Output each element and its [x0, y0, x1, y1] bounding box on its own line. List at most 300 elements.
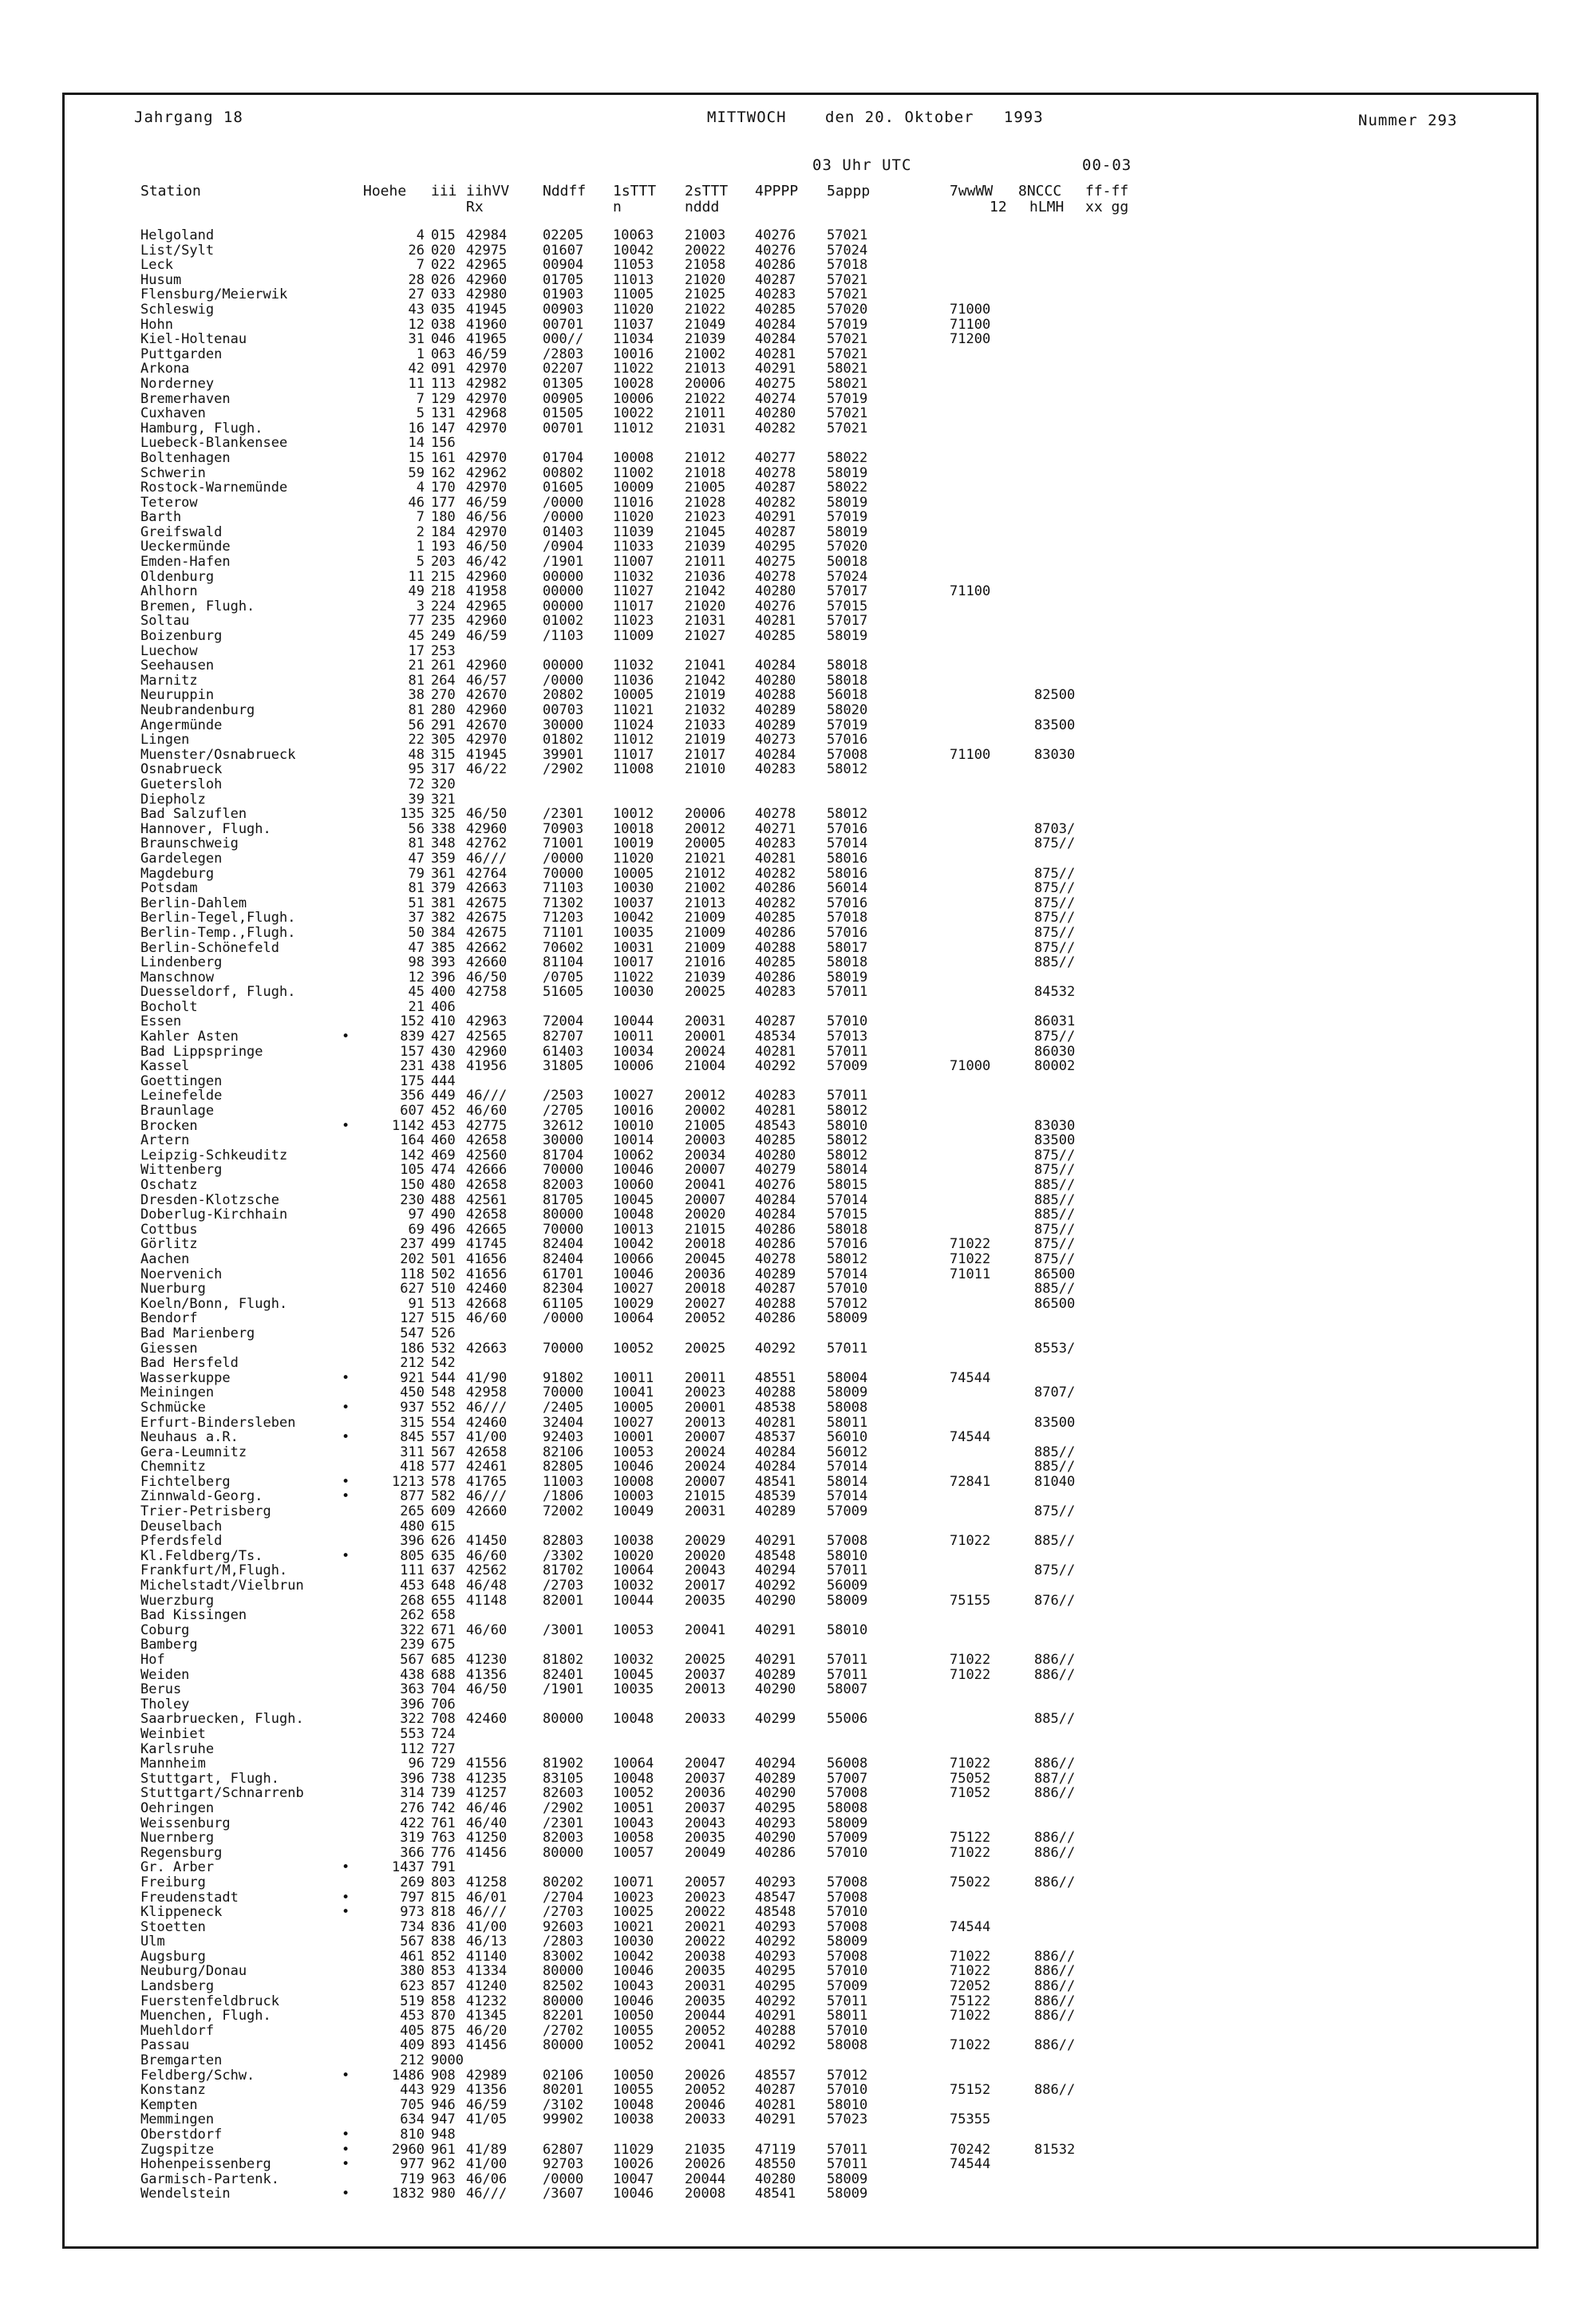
group-4pppp: 48548 — [755, 1904, 796, 1921]
group-7wwww: 71000 — [950, 1058, 991, 1075]
group-iihvv: 46/// — [466, 850, 508, 867]
station-index: 321 — [431, 791, 456, 808]
group-2sttt: 21042 — [685, 583, 726, 600]
group-iihvv: 41765 — [466, 1473, 508, 1490]
group-nddff: 39901 — [543, 746, 584, 763]
group-2sttt: 21045 — [685, 523, 726, 540]
group-2sttt: 20026 — [685, 2067, 726, 2084]
group-5appp: 58019 — [827, 464, 868, 481]
group-2sttt: 21020 — [685, 271, 726, 288]
group-4pppp: 40290 — [755, 1785, 796, 1802]
station-name: Muenster/Osnabrueck — [140, 747, 296, 763]
group-4pppp: 40271 — [755, 820, 796, 837]
station-height: 81 — [408, 702, 425, 718]
group-8nccc: 885// — [1034, 1177, 1076, 1193]
station-name: Koeln/Bonn, Flugh. — [140, 1296, 288, 1312]
group-1sttt: 10064 — [613, 1756, 654, 1772]
group-nddff: 00000 — [543, 658, 584, 674]
group-1sttt: 11034 — [613, 331, 654, 348]
station-name: Coburg — [140, 1622, 190, 1638]
group-4pppp: 40286 — [755, 1221, 796, 1238]
group-iihvv: 41140 — [466, 1948, 508, 1965]
date-label: den 20. Oktober 1993 — [825, 109, 1044, 126]
group-iihvv: 41240 — [466, 1978, 508, 1995]
table-row — [0, 228, 1596, 243]
group-1sttt: 10064 — [613, 1562, 654, 1579]
group-nddff: 99902 — [543, 2111, 584, 2128]
group-1sttt: 10010 — [613, 1117, 654, 1134]
group-4pppp: 40281 — [755, 613, 796, 630]
group-4pppp: 40282 — [755, 494, 796, 511]
station-height: 607 — [400, 1103, 425, 1120]
group-1sttt: 11012 — [613, 732, 654, 749]
group-2sttt: 21039 — [685, 331, 726, 348]
table-row — [0, 703, 1596, 718]
group-5appp: 58007 — [827, 1681, 868, 1698]
group-8nccc: 886// — [1034, 1993, 1076, 2009]
station-height: 12 — [408, 316, 425, 333]
group-5appp: 58008 — [827, 1799, 868, 1816]
station-index: 532 — [431, 1340, 456, 1357]
station-height: 27 — [408, 286, 425, 303]
station-index: 193 — [431, 539, 456, 555]
group-1sttt: 10018 — [613, 820, 654, 837]
mountain-marker: • — [342, 1889, 350, 1906]
group-iihvv: 42461 — [466, 1459, 508, 1475]
group-2sttt: 20029 — [685, 1533, 726, 1550]
group-iihvv: 46/56 — [466, 509, 508, 526]
group-2sttt: 20011 — [685, 1369, 726, 1386]
mountain-marker: • — [342, 1904, 350, 1921]
table-row — [0, 674, 1596, 689]
group-4pppp: 40286 — [755, 880, 796, 897]
station-table — [0, 228, 1596, 2202]
group-nddff: /2703 — [543, 1578, 584, 1594]
station-name: Frankfurt/M,Flugh. — [140, 1563, 288, 1579]
station-index: 637 — [431, 1562, 456, 1579]
group-5appp: 58009 — [827, 2186, 868, 2202]
station-index: 893 — [431, 2037, 456, 2054]
group-8nccc: 875// — [1034, 1236, 1076, 1253]
table-row — [0, 1119, 1596, 1134]
station-index: 729 — [431, 1756, 456, 1772]
station-index: 224 — [431, 598, 456, 614]
group-2sttt: 20035 — [685, 1963, 726, 1980]
group-nddff: 82003 — [543, 1830, 584, 1847]
col-7wwww: 7wwWW — [950, 183, 994, 199]
group-5appp: 58012 — [827, 1250, 868, 1267]
group-nddff: /0705 — [543, 969, 584, 986]
table-row — [0, 258, 1596, 273]
station-name: Bamberg — [140, 1637, 198, 1653]
table-row — [0, 1356, 1596, 1371]
group-4pppp: 40289 — [755, 1266, 796, 1282]
group-8nccc: 875// — [1034, 1221, 1076, 1238]
station-name: Lingen — [140, 733, 190, 748]
table-row — [0, 1594, 1596, 1609]
group-4pppp: 40288 — [755, 1385, 796, 1401]
group-2sttt: 20041 — [685, 1622, 726, 1638]
group-2sttt: 21005 — [685, 480, 726, 496]
group-1sttt: 10017 — [613, 954, 654, 971]
group-7wwww: 71000 — [950, 301, 991, 318]
station-height: 95 — [408, 761, 425, 778]
group-4pppp: 40275 — [755, 554, 796, 571]
group-nddff: 00000 — [543, 598, 584, 614]
station-name: Meiningen — [140, 1385, 215, 1400]
station-height: 1 — [416, 539, 425, 555]
table-row — [0, 1890, 1596, 1906]
group-8nccc: 875// — [1034, 1162, 1076, 1179]
station-index: 315 — [431, 746, 456, 763]
table-row — [0, 1045, 1596, 1060]
group-1sttt: 11020 — [613, 850, 654, 867]
table-row — [0, 302, 1596, 318]
station-height: 311 — [400, 1444, 425, 1460]
group-iihvv: 41556 — [466, 1756, 508, 1772]
station-name: Erfurt-Bindersleben — [140, 1415, 296, 1431]
station-name: Diepholz — [140, 792, 206, 808]
period-label: 00-03 — [1082, 156, 1132, 174]
group-iihvv: 41960 — [466, 316, 508, 333]
station-height: 231 — [400, 1058, 425, 1075]
group-7wwww: 71052 — [950, 1785, 991, 1802]
table-row — [0, 1341, 1596, 1357]
group-1sttt: 10011 — [613, 1029, 654, 1045]
table-row — [0, 287, 1596, 302]
group-5appp: 57016 — [827, 895, 868, 911]
group-5appp: 58012 — [827, 806, 868, 823]
group-nddff: 00802 — [543, 464, 584, 481]
station-name: Boltenhagen — [140, 450, 231, 466]
station-name: Klippeneck — [140, 1905, 223, 1920]
group-8nccc: 885// — [1034, 1444, 1076, 1460]
station-name: Barth — [140, 510, 182, 525]
table-row — [0, 1445, 1596, 1460]
station-height: 12 — [408, 969, 425, 986]
group-8nccc: 886// — [1034, 1963, 1076, 1980]
group-4pppp: 40281 — [755, 346, 796, 362]
group-1sttt: 10013 — [613, 1221, 654, 1238]
station-index: 742 — [431, 1799, 456, 1816]
group-1sttt: 10023 — [613, 1889, 654, 1906]
group-1sttt: 11022 — [613, 361, 654, 377]
group-2sttt: 20007 — [685, 1473, 726, 1490]
station-name: Memmingen — [140, 2112, 215, 2127]
station-height: 396 — [400, 1533, 425, 1550]
table-row — [0, 985, 1596, 1000]
mountain-marker: • — [342, 1369, 350, 1386]
group-4pppp: 40295 — [755, 1978, 796, 1995]
group-8nccc: 886// — [1034, 2008, 1076, 2025]
station-name: Gera-Leumnitz — [140, 1444, 247, 1460]
group-2sttt: 21019 — [685, 687, 726, 704]
group-5appp: 57015 — [827, 1207, 868, 1223]
col-iii: iii — [431, 183, 457, 199]
station-height: 1832 — [392, 2186, 425, 2202]
group-2sttt: 20037 — [685, 1799, 726, 1816]
station-index: 870 — [431, 2008, 456, 2025]
station-name: Hohn — [140, 317, 173, 333]
group-2sttt: 20022 — [685, 1904, 726, 1921]
station-height: 547 — [400, 1325, 425, 1341]
station-index: 908 — [431, 2067, 456, 2084]
table-row — [0, 762, 1596, 777]
group-5appp: 57011 — [827, 1562, 868, 1579]
group-iihvv: 42958 — [466, 1385, 508, 1401]
group-1sttt: 10047 — [613, 2171, 654, 2187]
observation-time: 03 Uhr UTC — [812, 156, 912, 174]
group-2sttt: 20036 — [685, 1266, 726, 1282]
station-height: 2960 — [392, 2141, 425, 2158]
group-8nccc: 86500 — [1034, 1266, 1076, 1282]
group-2sttt: 20046 — [685, 2096, 726, 2113]
group-nddff: 01305 — [543, 375, 584, 392]
group-iihvv: 42668 — [466, 1295, 508, 1312]
mountain-marker: • — [342, 1399, 350, 1416]
table-row — [0, 1385, 1596, 1400]
group-1sttt: 10071 — [613, 1874, 654, 1890]
table-row — [0, 718, 1596, 733]
station-name: Hohenpeissenberg — [140, 2157, 271, 2172]
group-8nccc: 83030 — [1034, 746, 1076, 763]
group-5appp: 58019 — [827, 628, 868, 645]
group-5appp: 57016 — [827, 1236, 868, 1253]
group-2sttt: 20008 — [685, 2186, 726, 2202]
group-4pppp: 48550 — [755, 2156, 796, 2173]
group-2sttt: 20037 — [685, 1666, 726, 1683]
station-index: 235 — [431, 613, 456, 630]
station-index: 161 — [431, 449, 456, 466]
group-5appp: 57011 — [827, 1043, 868, 1060]
station-index: 063 — [431, 346, 456, 362]
table-row — [0, 807, 1596, 822]
station-name: Luebeck-Blankensee — [140, 436, 288, 451]
station-height: 81 — [408, 880, 425, 897]
group-5appp: 57010 — [827, 1963, 868, 1980]
station-index: 113 — [431, 375, 456, 392]
station-name: Stuttgart/Schnarrenb — [140, 1786, 304, 1801]
station-height: 135 — [400, 806, 425, 823]
group-iihvv: 46/59 — [466, 2096, 508, 2113]
mountain-marker: • — [342, 2156, 350, 2173]
group-4pppp: 40274 — [755, 390, 796, 407]
group-2sttt: 20018 — [685, 1236, 726, 1253]
table-row — [0, 1816, 1596, 1831]
group-nddff: 71203 — [543, 910, 584, 926]
group-4pppp: 40288 — [755, 2022, 796, 2039]
group-4pppp: 40289 — [755, 1666, 796, 1683]
station-name: Marnitz — [140, 673, 198, 689]
station-name: Oldenburg — [140, 569, 215, 585]
station-name: Leinefelde — [140, 1088, 223, 1104]
station-height: 56 — [408, 717, 425, 733]
group-1sttt: 10034 — [613, 1043, 654, 1060]
group-2sttt: 20003 — [685, 1132, 726, 1149]
group-1sttt: 10050 — [613, 2067, 654, 2084]
group-4pppp: 40286 — [755, 1844, 796, 1861]
group-2sttt: 20035 — [685, 1830, 726, 1847]
group-2sttt: 20033 — [685, 1711, 726, 1728]
group-nddff: 00905 — [543, 390, 584, 407]
station-name: Wendelstein — [140, 2186, 231, 2202]
group-iihvv: 42662 — [466, 939, 508, 956]
group-7wwww: 71022 — [950, 2008, 991, 2025]
table-row — [0, 2098, 1596, 2113]
group-iihvv: 41230 — [466, 1652, 508, 1668]
table-row — [0, 1504, 1596, 1519]
group-5appp: 57011 — [827, 1666, 868, 1683]
group-2sttt: 21009 — [685, 939, 726, 956]
station-index: 609 — [431, 1503, 456, 1520]
station-height: 438 — [400, 1666, 425, 1683]
table-row — [0, 2172, 1596, 2187]
group-1sttt: 11053 — [613, 257, 654, 274]
group-2sttt: 21011 — [685, 554, 726, 571]
group-2sttt: 21036 — [685, 568, 726, 585]
group-5appp: 57019 — [827, 316, 868, 333]
group-7wwww: 75122 — [950, 1830, 991, 1847]
group-iihvv: 46/// — [466, 1088, 508, 1104]
group-8nccc: 876// — [1034, 1592, 1076, 1609]
group-4pppp: 40287 — [755, 1281, 796, 1298]
station-name: Oberstdorf — [140, 2127, 223, 2143]
table-row — [0, 318, 1596, 333]
group-nddff: 00903 — [543, 301, 584, 318]
station-name: Bad Kissingen — [140, 1608, 247, 1623]
group-4pppp: 40283 — [755, 286, 796, 303]
station-height: 810 — [400, 2127, 425, 2143]
station-height: 212 — [400, 2052, 425, 2069]
group-nddff: /0904 — [543, 539, 584, 555]
group-5appp: 57011 — [827, 2141, 868, 2158]
station-name: Gardelegen — [140, 851, 223, 867]
group-4pppp: 40292 — [755, 1058, 796, 1075]
station-index: 963 — [431, 2171, 456, 2187]
group-5appp: 56010 — [827, 1429, 868, 1446]
station-height: 118 — [400, 1266, 425, 1282]
weekday-label: MITTWOCH — [707, 109, 787, 126]
group-5appp: 58010 — [827, 1117, 868, 1134]
group-5appp: 57011 — [827, 984, 868, 1001]
group-4pppp: 40292 — [755, 1934, 796, 1950]
group-5appp: 58010 — [827, 2096, 868, 2113]
group-nddff: /2405 — [543, 1399, 584, 1416]
table-row — [0, 629, 1596, 644]
table-row — [0, 1979, 1596, 1994]
station-name: Boizenburg — [140, 629, 223, 644]
table-row — [0, 1148, 1596, 1163]
group-nddff: 72002 — [543, 1503, 584, 1520]
station-name: Brocken — [140, 1118, 198, 1134]
station-index: 635 — [431, 1547, 456, 1564]
group-4pppp: 40289 — [755, 702, 796, 718]
group-1sttt: 10053 — [613, 1444, 654, 1460]
station-name: Bad Salzuflen — [140, 807, 247, 822]
station-index: 557 — [431, 1429, 456, 1446]
station-name: Giessen — [140, 1341, 198, 1357]
table-row — [0, 377, 1596, 392]
group-1sttt: 11023 — [613, 613, 654, 630]
station-name: Ahlhorn — [140, 584, 198, 599]
table-row — [0, 361, 1596, 377]
group-iihvv: 41345 — [466, 2008, 508, 2025]
table-row — [0, 941, 1596, 956]
group-5appp: 57016 — [827, 732, 868, 749]
table-row — [0, 658, 1596, 674]
group-8nccc: 885// — [1034, 1533, 1076, 1550]
group-nddff: 80000 — [543, 1844, 584, 1861]
table-row — [0, 1697, 1596, 1712]
table-row — [0, 1104, 1596, 1119]
table-row — [0, 1727, 1596, 1742]
station-name: Cuxhaven — [140, 406, 206, 421]
group-2sttt: 20036 — [685, 1785, 726, 1802]
station-index: 499 — [431, 1236, 456, 1253]
group-2sttt: 21015 — [685, 1221, 726, 1238]
table-row — [0, 748, 1596, 763]
group-2sttt: 21015 — [685, 1488, 726, 1505]
group-7wwww: 71100 — [950, 746, 991, 763]
group-nddff: 01607 — [543, 242, 584, 259]
group-nddff: 00703 — [543, 702, 584, 718]
station-name: Neuruppin — [140, 688, 215, 703]
station-index: 381 — [431, 895, 456, 911]
group-1sttt: 11007 — [613, 554, 654, 571]
station-height: 127 — [400, 1310, 425, 1327]
group-5appp: 57008 — [827, 1533, 868, 1550]
group-8nccc: 875// — [1034, 865, 1076, 882]
group-iihvv: 42758 — [466, 984, 508, 1001]
table-row — [0, 836, 1596, 851]
group-1sttt: 11032 — [613, 658, 654, 674]
group-8nccc: 885// — [1034, 1459, 1076, 1475]
station-name: Oehringen — [140, 1800, 215, 1816]
group-2sttt: 20049 — [685, 1844, 726, 1861]
group-2sttt: 20044 — [685, 2171, 726, 2187]
station-name: Manschnow — [140, 970, 215, 986]
group-1sttt: 10027 — [613, 1414, 654, 1431]
group-iihvv: 46/// — [466, 1488, 508, 1505]
group-1sttt: 10026 — [613, 2156, 654, 2173]
group-iihvv: 42970 — [466, 361, 508, 377]
group-7wwww: 74544 — [950, 2156, 991, 2173]
group-4pppp: 40291 — [755, 2111, 796, 2128]
group-8nccc: 875// — [1034, 1029, 1076, 1045]
station-name: Seehausen — [140, 658, 215, 674]
station-name: Wittenberg — [140, 1163, 223, 1178]
group-nddff: 70000 — [543, 1221, 584, 1238]
station-height: 422 — [400, 1815, 425, 1831]
group-nddff: 00000 — [543, 568, 584, 585]
station-name: Schwerin — [140, 465, 206, 481]
group-1sttt: 10029 — [613, 1295, 654, 1312]
station-height: 973 — [400, 1904, 425, 1921]
group-iihvv: 42666 — [466, 1162, 508, 1179]
group-7wwww: 71100 — [950, 583, 991, 600]
group-1sttt: 11037 — [613, 316, 654, 333]
station-index: 658 — [431, 1607, 456, 1624]
table-row — [0, 1608, 1596, 1623]
group-iihvv: 42968 — [466, 405, 508, 422]
table-row — [0, 955, 1596, 970]
station-name: Weinbiet — [140, 1726, 206, 1742]
group-2sttt: 21009 — [685, 924, 726, 941]
station-height: 97 — [408, 1207, 425, 1223]
group-2sttt: 20002 — [685, 1103, 726, 1120]
group-4pppp: 40295 — [755, 1963, 796, 1980]
station-name: Bad Marienberg — [140, 1325, 255, 1341]
